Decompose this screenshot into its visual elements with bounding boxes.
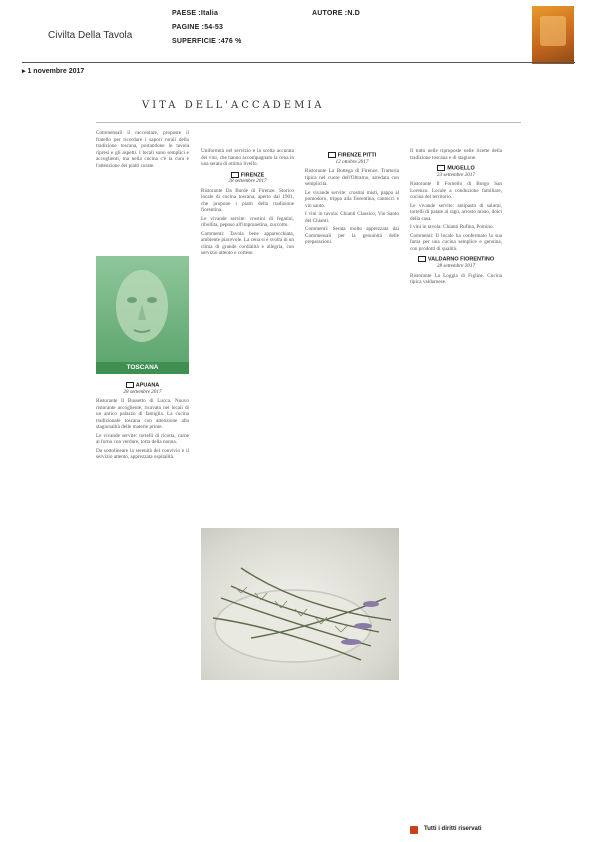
- col4-paragraph: Il tutto nelle riproposte nelle ricette della tradizione toscana e di stagione.: [410, 148, 502, 161]
- paese-field: [172, 10, 218, 17]
- column-1: [96, 130, 189, 171]
- herbs-photo: [201, 528, 399, 680]
- table-icon: [437, 165, 445, 171]
- firenze-pitti-heading: [305, 152, 399, 159]
- column-2: [201, 148, 294, 259]
- firenze-pitti-date: 12 ottobre 2017: [335, 158, 369, 165]
- col2-paragraph: Uniformità nel servizio e la scelta accurata dei vini, che hanno accompagnato la cena in una serata di ottimo livello.: [201, 148, 294, 167]
- firenze-heading: [201, 172, 294, 179]
- firenze-date: 28 settembre 2017: [228, 178, 267, 185]
- column-1-lower: [96, 378, 189, 463]
- valdarno-intro: Ristorante La Loggia di Figline. Cucina tipica valdarnese.: [410, 272, 502, 286]
- paese-value: Italia: [200, 10, 219, 17]
- pagine-field: [172, 24, 223, 31]
- firenze-intro: Ristorante Da Burde di Firenze. Storico locale di cucina toscana, aperto dal 1901, che propone i piatti della tradizione fiorentina.: [201, 187, 294, 214]
- section-divider: [96, 122, 521, 123]
- firenze-pitti-intro: Ristorante La Bottega di Firenze. Trattoria tipica nel cuore dell'Oltrarno, arredata con semplicità.: [305, 168, 399, 188]
- herbs-illustration: [201, 528, 399, 680]
- mugello-intro: Ristorante Il Fornello di Borgo San Lorenzo. Locale a conduzione familiare, cucina del territorio.: [410, 181, 502, 201]
- mugello-vivande: Le vivande servite: antipasto di salumi, tortelli di patate al ragù, arrosto misto, dolci della casa.: [410, 202, 502, 222]
- autore-label: AUTORE :: [312, 10, 348, 17]
- autore-value: N.D: [347, 10, 360, 17]
- table-icon: [418, 256, 426, 262]
- column-4: [410, 148, 502, 288]
- valdarno-date: 28 settembre 2017: [436, 263, 476, 270]
- issue-date-text: 1 novembre 2017: [27, 68, 85, 75]
- mugello-commenti: Commenti: Il locale ha confermato la sua fama per una cucina semplice e genuina, con prodotti di qualità.: [410, 232, 502, 252]
- firenze-commenti: Commenti: Tavola bene apparecchiata, ambiente piacevole. La cena si è svolta in un clima di grande cordialità e allegria, con servizio attento e cortese.: [201, 230, 294, 257]
- firenze-vivande: Le vivande servite: crostini di fegatini, ribollita, peposo all'imprunetina, zuccotto.: [201, 215, 294, 229]
- mugello-heading: [410, 165, 502, 172]
- superficie-field: [172, 38, 242, 45]
- table-icon: [126, 382, 134, 388]
- firenze-pitti-commenti: Commenti: Serata molto apprezzata dai Commensali per la genuinità delle preparazioni.: [305, 226, 399, 246]
- apuana-vivande: Le vivande servite: tortelli di ricotta, carne al forno con verdure, torta della nonna.: [96, 432, 189, 446]
- table-icon: [328, 152, 336, 158]
- issue-date: [22, 67, 84, 75]
- publication-name: Civilta Della Tavola: [48, 30, 133, 41]
- valdarno-heading: [410, 256, 502, 263]
- apuana-label: APUANA: [135, 382, 160, 389]
- firenze-pitti-vivande: Le vivande servite: crostini misti, pappa al pomodoro, trippa alla fiorentina, cantucci e vin santo.: [305, 189, 399, 209]
- statue-illustration: [96, 256, 189, 362]
- mugello-label: MUGELLO: [447, 165, 475, 172]
- copyright-notice: Tutti i diritti riservati: [424, 826, 482, 832]
- mugello-date: 23 settembre 2017: [436, 171, 476, 178]
- firenze-pitti-label: FIRENZE PITTI: [337, 152, 377, 159]
- col1-paragraph: Commensali il raccontare, proposte il fratello per ricordare i sapori rurali della tradizione toscana, portandone in tavola ripresi e gli aspetti. I locali sono semplici e accoglienti, ma nella cucina c'è la cura e l'attenzione dei piatti curate.: [96, 130, 189, 169]
- pagine-label: PAGINE :: [172, 24, 205, 31]
- mugello-vini: I vini in tavola: Chianti Rufina, Pomino.: [410, 224, 494, 231]
- superficie-label: SUPERFICIE :: [172, 38, 221, 45]
- cover-thumbnail: [532, 6, 574, 64]
- apuana-commenti: Da sottolineare la serenità del convivio e il servizio attento, apprezzata ospitalità.: [96, 447, 189, 461]
- column-3: [305, 148, 399, 248]
- table-icon: [231, 172, 239, 178]
- section-title: VITA DELL'ACCADEMIA: [142, 100, 325, 111]
- valdarno-label: VALDARNO FIORENTINO: [427, 256, 495, 263]
- copyright-logo-icon: [410, 826, 418, 834]
- apuana-intro: Ristorante Il Bussetto di Lucca. Nuovo ristorante accogliente, ricavato nei locali di un antico palazzo di famiglia. La cucina tradizionale toscana con attenzione alla stagionalità delle materie prime.: [96, 398, 189, 431]
- firenze-pitti-vini: I vini in tavola: Chianti Classico, Vin Santo del Chianti.: [305, 211, 399, 224]
- pagine-value: 54-53: [204, 24, 224, 31]
- paese-label: PAESE :: [172, 10, 201, 17]
- superficie-value: 476 %: [220, 38, 242, 45]
- region-banner: TOSCANA: [96, 362, 189, 374]
- apuana-date: 28 settembre 2017: [123, 388, 162, 395]
- firenze-label: FIRENZE: [240, 171, 265, 178]
- autore-field: [312, 10, 360, 17]
- apuana-heading: [96, 382, 189, 389]
- date-arrow-icon: ▸: [22, 68, 28, 75]
- header-divider: [22, 62, 575, 63]
- statue-image: [96, 256, 189, 362]
